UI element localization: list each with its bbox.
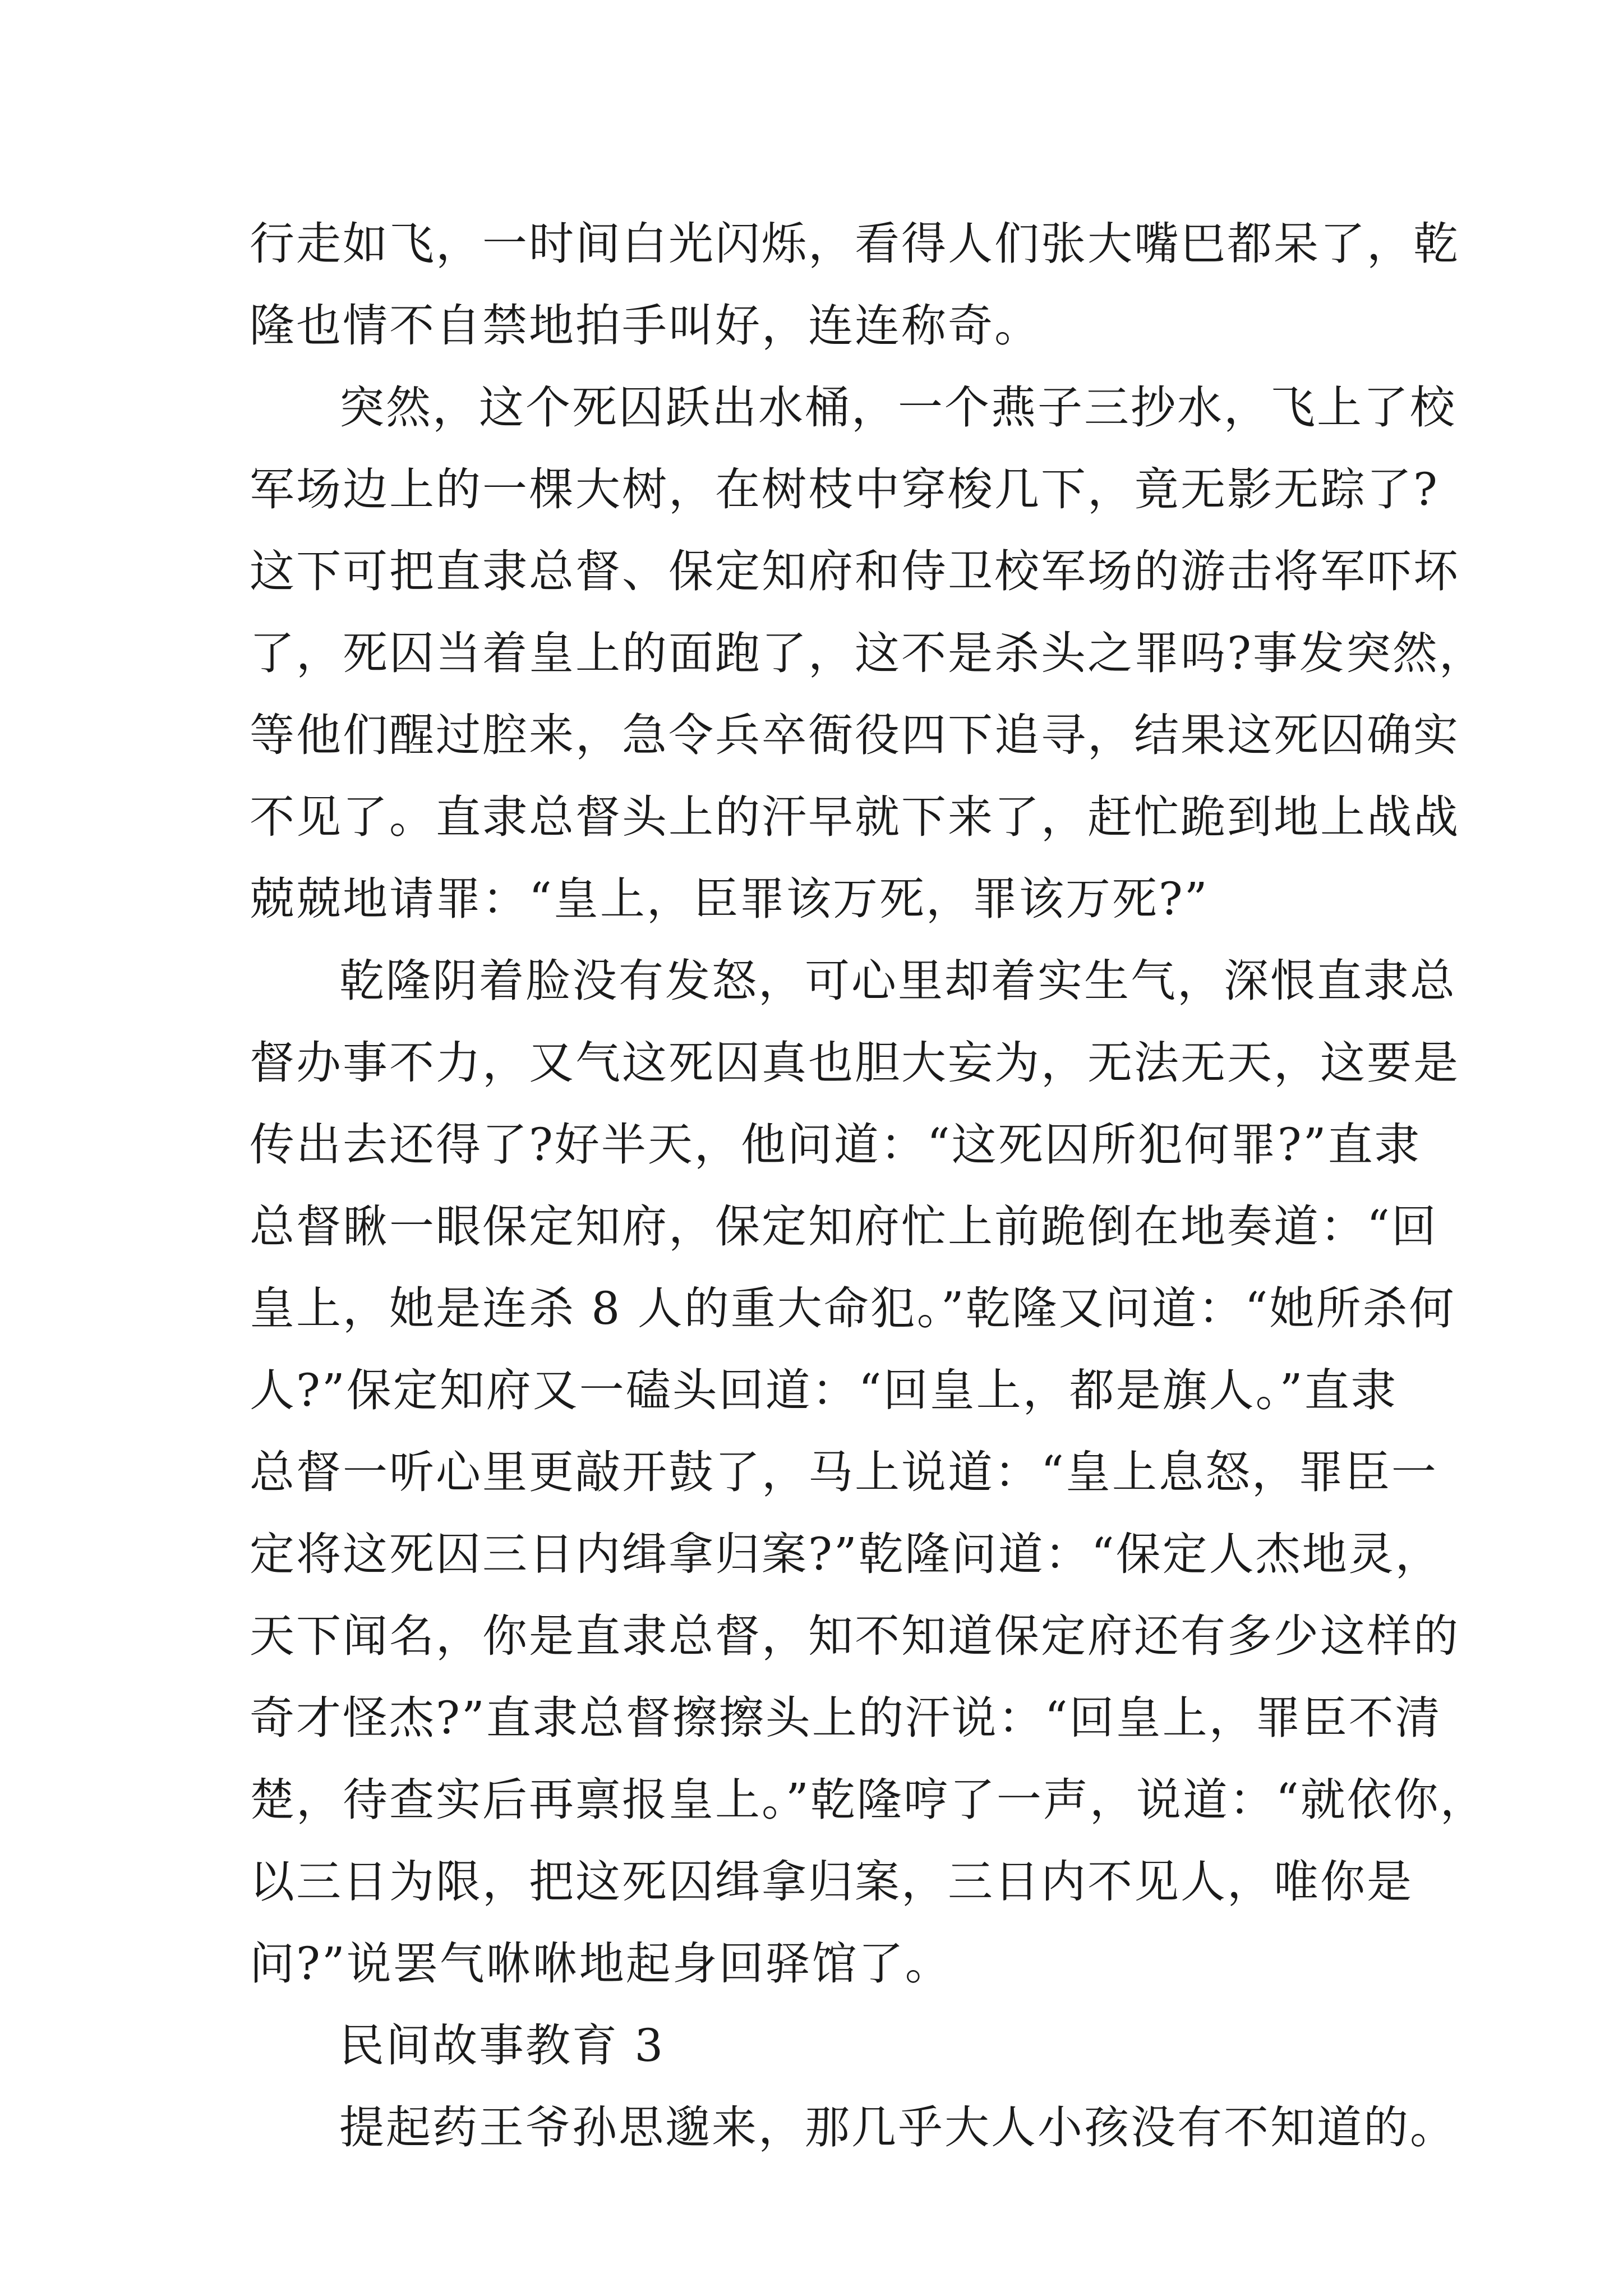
body-text	[250, 203, 1487, 2169]
text-line: 不见了。直隶总督头上的汗早就下来了，赶忙跪到地上战战	[250, 791, 1460, 843]
text-line: 定将这死囚三日内缉拿归案?”乾隆问道：“保定人杰地灵，	[250, 1528, 1442, 1580]
paragraph-first-line: 提起药王爷孙思邈来，那几乎大人小孩没有不知道的。	[339, 2101, 1456, 2154]
text-line: 皇上，她是连杀 8 人的重大命犯。”乾隆又问道：“她所杀何	[250, 1282, 1456, 1335]
section-heading: 民间故事教育 3	[339, 2019, 665, 2072]
text-line: 以三日为限，把这死囚缉拿归案，三日内不见人，唯你是	[250, 1856, 1413, 1908]
text-line: 这下可把直隶总督、保定知府和侍卫校军场的游击将军吓坏	[250, 545, 1460, 597]
text-line: 传出去还得了?好半天，他问道：“这死囚所犯何罪?”直隶	[250, 1119, 1421, 1171]
text-line: 总督一听心里更敲开鼓了，马上说道：“皇上息怒，罪臣一	[250, 1446, 1438, 1498]
text-line: 军场边上的一棵大树，在树枝中穿梭几下，竟无影无踪了?	[250, 463, 1439, 516]
text-line: 总督瞅一眼保定知府，保定知府忙上前跪倒在地奏道：“回	[250, 1200, 1438, 1253]
text-line: 人?”保定知府又一磕头回道：“回皇上，都是旗人。”直隶	[250, 1364, 1398, 1416]
text-line: 等他们醒过腔来，急令兵卒衙役四下追寻，结果这死囚确实	[250, 709, 1460, 761]
text-line: 兢兢地请罪：“皇上，臣罪该万死，罪该万死?”	[250, 873, 1209, 925]
text-line: 行走如飞，一时间白光闪烁，看得人们张大嘴巴都呆了，乾	[250, 218, 1460, 270]
paragraph-first-line: 乾隆阴着脸没有发怒，可心里却着实生气，深恨直隶总	[339, 955, 1456, 1007]
text-line: 问?”说罢气咻咻地起身回驿馆了。	[250, 1938, 952, 1990]
text-line: 奇才怪杰?”直隶总督擦擦头上的汗说：“回皇上，罪臣不清	[250, 1692, 1442, 1744]
text-line: 隆也情不自禁地拍手叫好，连连称奇。	[250, 300, 1041, 352]
text-line: 天下闻名，你是直隶总督，知不知道保定府还有多少这样的	[250, 1610, 1460, 1662]
text-line: 督办事不力，又气这死囚真也胆大妄为，无法无天，这要是	[250, 1037, 1460, 1089]
text-line: 楚，待查实后再禀报皇上。”乾隆哼了一声，说道：“就依你，	[250, 1774, 1487, 1826]
paragraph-first-line: 突然，这个死囚跃出水桶，一个燕子三抄水，飞上了校	[339, 381, 1456, 434]
text-line: 了，死囚当着皇上的面跑了，这不是杀头之罪吗?事发突然，	[250, 627, 1486, 679]
